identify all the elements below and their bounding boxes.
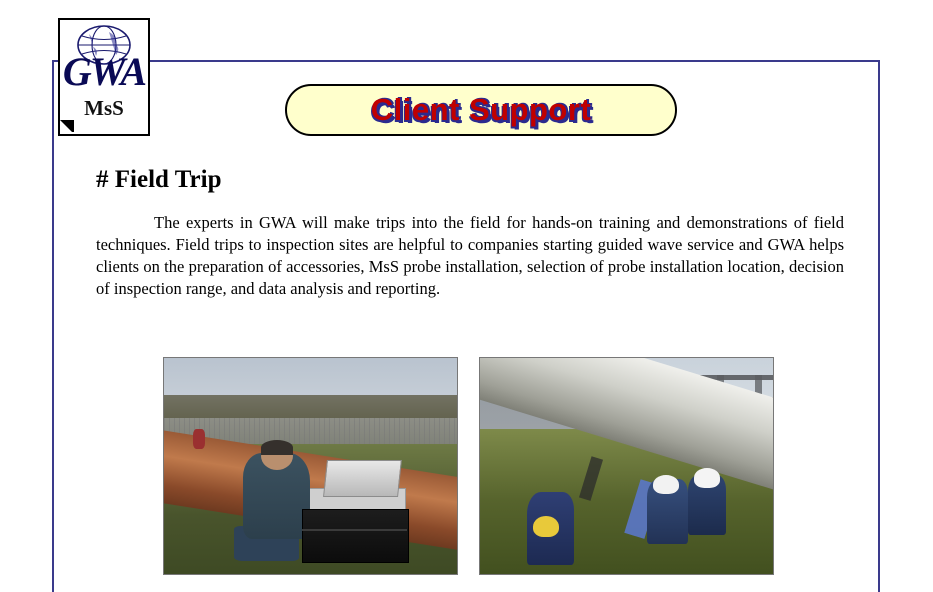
photo1-laptop — [323, 460, 402, 497]
photo1-instrument-case — [302, 509, 409, 563]
photo-row — [163, 357, 774, 575]
page-title-banner — [285, 84, 677, 136]
logo-subtext: MsS — [84, 96, 124, 120]
logo-wordmark: GWA — [62, 49, 146, 94]
field-photo-laptop-pipe — [163, 357, 458, 575]
photo2-worker-center-hardhat — [653, 475, 679, 494]
page-title: Client Support — [370, 92, 592, 127]
content-area — [96, 166, 848, 300]
section-paragraph: The experts in GWA will make trips into the field for hands-on training and demonstrations of field techniques. Field trips to inspection sites are helpful to companies starting guided wave service and GWA helps clients on the preparation of accessories, MsS probe installation, selection of probe installation location, decision of inspection range, and data analysis and reporting. — [96, 213, 844, 298]
gwa-logo — [58, 18, 150, 136]
logo-corner-fold-edge — [60, 132, 76, 134]
photo2-worker-left-hardhat — [533, 516, 559, 538]
photo1-distant-person — [193, 429, 205, 448]
field-photo-workers-pipe — [479, 357, 774, 575]
photo1-instrument-case-seam — [302, 529, 407, 531]
section-heading: # Field Trip — [96, 166, 222, 193]
photo2-worker-right-hardhat — [694, 468, 720, 487]
photo1-technician-hair — [261, 440, 293, 455]
